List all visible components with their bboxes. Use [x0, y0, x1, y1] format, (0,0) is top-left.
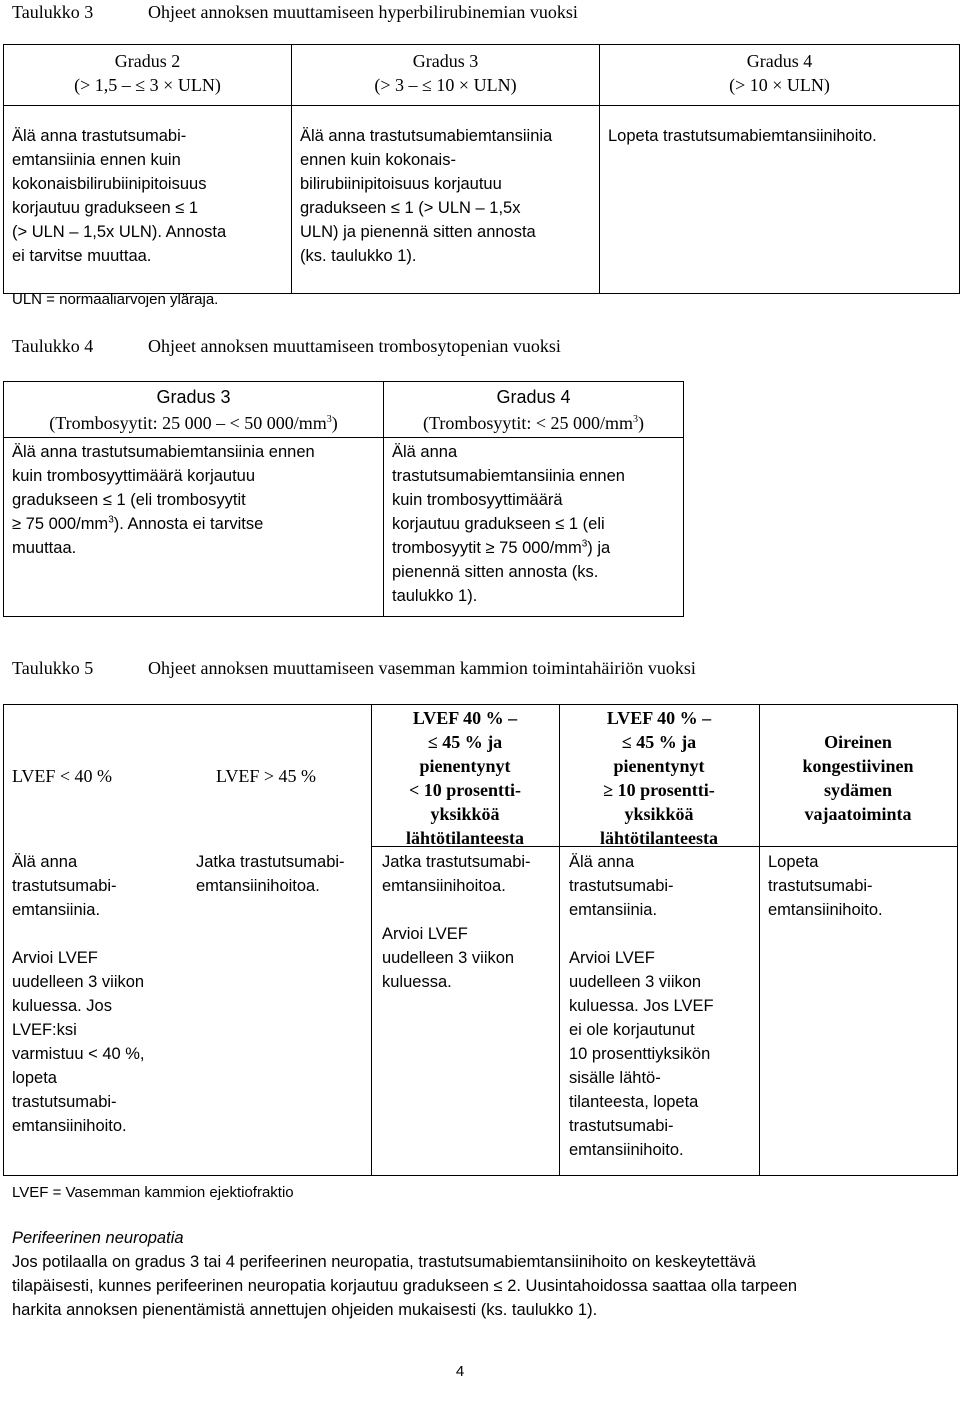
table3-title: Ohjeet annoksen muuttamiseen hyperbilirubinemian vuoksi — [148, 2, 578, 22]
table3-header-gradus4: Gradus 4 (> 10 × ULN) — [600, 45, 960, 106]
table5-cell-lvef-40-45-ge10: Älä anna trastutsumabi- emtansiinia. Arvioi LVEF uudelleen 3 viikon kuluessa. Jos LVEF ei ole korjautunut 10 prosenttiyksikön sisälle lähtö- tilanteesta, lopeta trastutsumabi- emtansiinihoito. — [569, 853, 714, 1159]
table5-title: Ohjeet annoksen muuttamiseen vasemman kammion toimintahäiriön vuoksi — [148, 658, 696, 678]
table4-header-gradus4 — [384, 382, 684, 438]
table5-header-lvef-40-45-lt10: LVEF 40 % – ≤ 45 % ja pienentynyt < 10 prosentti- yksikköä lähtötilanteesta — [406, 708, 524, 848]
table3-heading — [12, 0, 952, 24]
table3-number: Taulukko 3 — [12, 2, 94, 22]
table3-cell-gradus2: Älä anna trastutsumabi- emtansiinia ennen kuin kokonaisbilirubiinipitoisuus korjautuu gradukseen ≤ 1 (> ULN – 1,5x ULN). Annosta ei tarvitse muuttaa. — [4, 106, 292, 294]
table4-number: Taulukko 4 — [12, 336, 94, 356]
table3-header-gradus3: Gradus 3 (> 3 – ≤ 10 × ULN) — [292, 45, 600, 106]
table3-header-gradus2: Gradus 2 (> 1,5 – ≤ 3 × ULN) — [4, 45, 292, 106]
table4-header-gradus4-title: Gradus 4 — [496, 387, 571, 407]
table3 — [3, 44, 960, 294]
table4-header-gradus3 — [4, 382, 384, 438]
neuropathy-heading: Perifeerinen neuropatia — [12, 1229, 184, 1247]
table5-cell-lvef-gt45: Jatka trastutsumabi- emtansiinihoitoa. — [196, 853, 345, 895]
table5-header-lvef-40-45-ge10: LVEF 40 % – ≤ 45 % ja pienentynyt ≥ 10 prosentti- yksikköä lähtötilanteesta — [600, 708, 718, 848]
table5-heading — [12, 656, 952, 680]
table5-header-lvef-gt45: LVEF > 45 % — [216, 766, 316, 786]
table5-footnote: LVEF = Vasemman kammion ejektiofraktio — [12, 1184, 294, 1201]
neuropathy-body: Jos potilaalla on gradus 3 tai 4 perifeerinen neuropatia, trastutsumabiemtansiinihoito on keskeytettävä tilapäisesti, kunnes perifeerinen neuropatia korjautuu gradukseen ≤ 2. Uusintahoidossa saattaa olla tarpeen harkita annoksen pienentämistä annettujen ohjeiden mukaisesti (ks. taulukko 1). — [12, 1253, 798, 1319]
table5-cell-symptomatic-chf: Lopeta trastutsumabi- emtansiinihoito. — [768, 853, 883, 919]
table5-cell-lvef-40-45-lt10: Jatka trastutsumabi- emtansiinihoitoa. Arvioi LVEF uudelleen 3 viikon kuluessa. — [382, 853, 531, 991]
table4-title: Ohjeet annoksen muuttamiseen trombosytopenian vuoksi — [148, 336, 561, 356]
table5-cell-lvef-lt40: Älä anna trastutsumabi- emtansiinia. Arvioi LVEF uudelleen 3 viikon kuluessa. Jos LVEF:ksi varmistuu < 40 %, lopeta trastutsumabi- emtansiinihoito. — [12, 853, 145, 1135]
table5-number: Taulukko 5 — [12, 658, 94, 678]
table4-header-gradus4-range: (Trombosyytit: < 25 $000/mm^3$) — [422, 413, 644, 433]
table4 — [3, 381, 684, 617]
table5-header-symptomatic-chf: Oireinen kongestiivinen sydämen vajaatoiminta — [802, 732, 914, 824]
table5-header-lvef-lt40: LVEF < 40 % — [12, 766, 112, 786]
table4-cell-gradus4: Älä anna trastutsumabiemtansiinia ennen kuin trombosyyttimäärä korjautuu gradukseen ≤ 1 (eli trombosyytit ≥ 75 $000/mm^3$) ja pienennä sitten annosta (ks. taulukko 1). — [384, 438, 684, 617]
table3-footnote: ULN = normaaliarvojen yläraja. — [12, 291, 219, 308]
table3-cell-gradus4: Lopeta trastutsumabiemtansiinihoito. — [600, 106, 960, 294]
table4-cell-gradus3: Älä anna trastutsumabiemtansiinia ennen kuin trombosyyttimäärä korjautuu gradukseen ≤ 1 (eli trombosyytit ≥ 75 $000/mm^3$). Annosta ei tarvitse muuttaa. — [4, 438, 384, 617]
table3-cell-gradus3: Älä anna trastutsumabiemtansiinia ennen kuin kokonais- bilirubiinipitoisuus korjautuu gradukseen ≤ 1 (> ULN – 1,5x ULN) ja pienennä sitten annosta (ks. taulukko 1). — [292, 106, 600, 294]
table4-heading — [12, 334, 952, 358]
table4-header-gradus3-range: (Trombosyytit: 25 000 – < 50 $000/mm^3$) — [49, 413, 338, 433]
page-number: 4 — [455, 1363, 465, 1380]
table4-header-gradus3-title: Gradus 3 — [156, 387, 231, 407]
